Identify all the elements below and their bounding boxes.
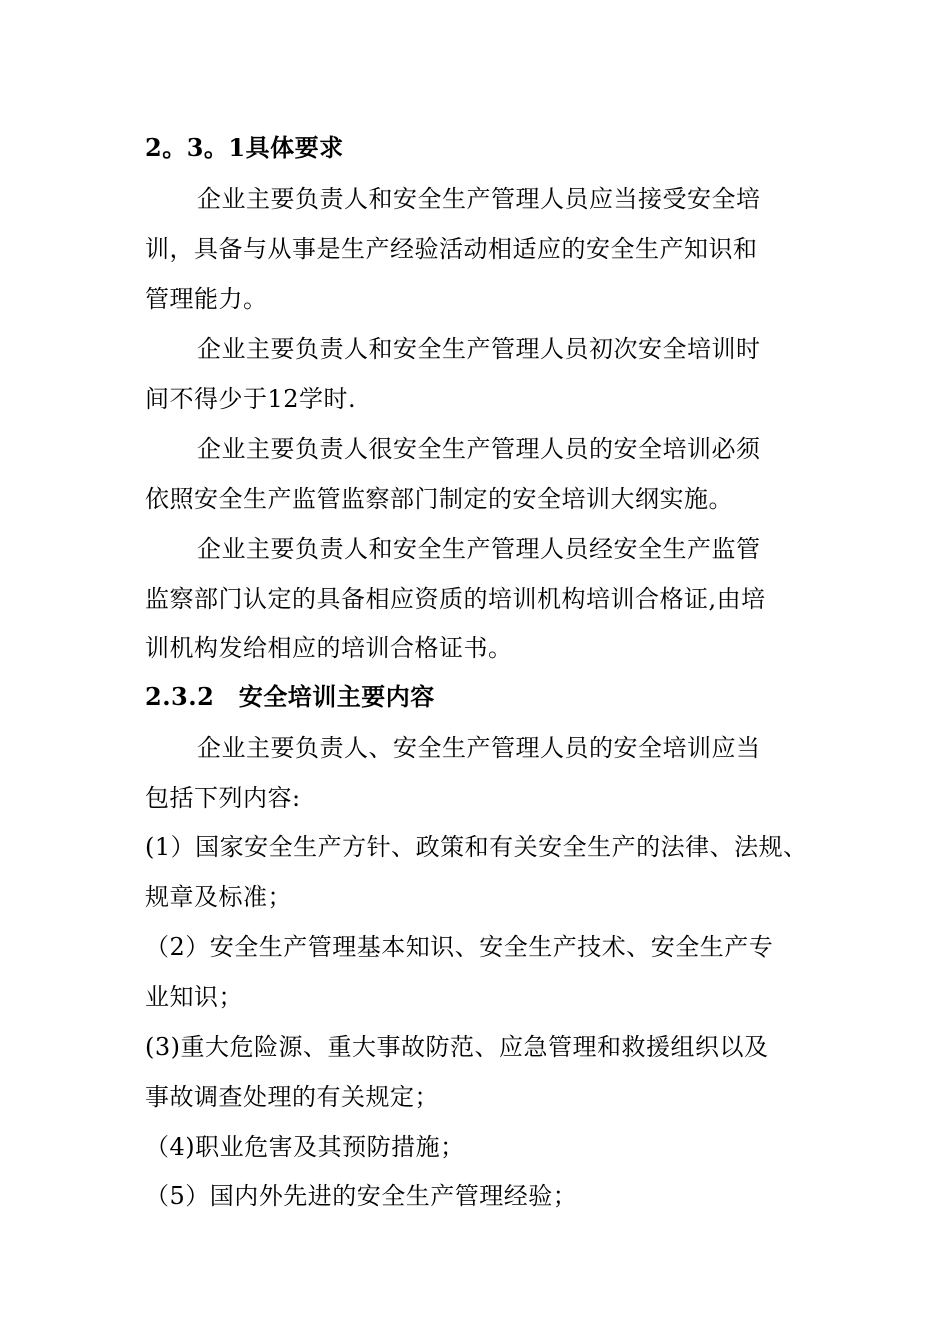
paragraph-line: 企业主要负责人和安全生产管理人员初次安全培训时 bbox=[197, 335, 761, 363]
section-heading-2-3-1: 2。3。1具体要求 bbox=[145, 133, 344, 162]
paragraph-line: 训，具备与从事是生产经验活动相适应的安全生产知识和 bbox=[145, 235, 758, 263]
paragraph-line: 间不得少于12学时. bbox=[145, 385, 357, 413]
list-item-5-line: （5）国内外先进的安全生产管理经验； bbox=[145, 1182, 578, 1210]
paragraph-line: 包括下列内容: bbox=[145, 784, 301, 812]
paragraph-line: 企业主要负责人和安全生产管理人员经安全生产监管 bbox=[197, 535, 761, 563]
paragraph-line: 训机构发给相应的培训合格证书。 bbox=[145, 634, 513, 662]
paragraph-line: 管理能力。 bbox=[145, 285, 268, 313]
list-item-3-line: (3)重大危险源、重大事故防范、应急管理和救援组织以及 bbox=[145, 1033, 769, 1061]
paragraph-line: 企业主要负责人很安全生产管理人员的安全培训必须 bbox=[197, 435, 761, 463]
paragraph-line: 企业主要负责人、安全生产管理人员的安全培训应当 bbox=[197, 734, 761, 762]
paragraph-line: 监察部门认定的具备相应资质的培训机构培训合格证,由培 bbox=[145, 585, 766, 613]
paragraph-line: 依照安全生产监管监察部门制定的安全培训大纲实施。 bbox=[145, 485, 733, 513]
list-item-1-line: 规章及标准； bbox=[145, 883, 292, 911]
list-item-1-line: (1）国家安全生产方针、政策和有关安全生产的法律、法规、 bbox=[145, 833, 808, 861]
section-heading-2-3-2: 2.3.2 安全培训主要内容 bbox=[145, 682, 435, 711]
list-item-4-line: （4)职业危害及其预防措施； bbox=[145, 1133, 465, 1161]
list-item-3-line: 事故调查处理的有关规定； bbox=[145, 1083, 439, 1111]
list-item-2-line: 业知识； bbox=[145, 983, 243, 1011]
paragraph-line: 企业主要负责人和安全生产管理人员应当接受安全培 bbox=[197, 185, 761, 213]
list-item-2-line: （2）安全生产管理基本知识、安全生产技术、安全生产专 bbox=[145, 933, 774, 961]
